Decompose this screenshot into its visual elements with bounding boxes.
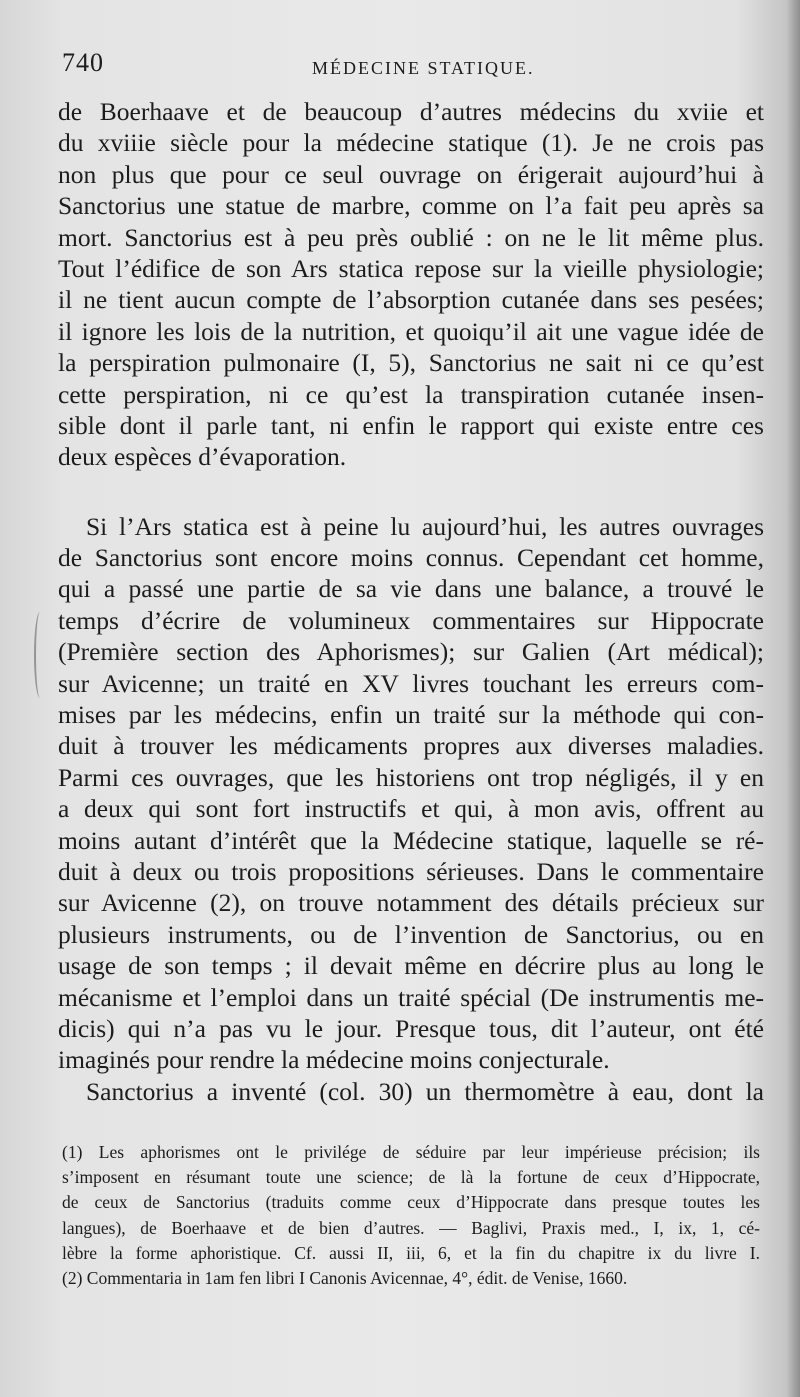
- text-line: mort. Sanctorius est à peu près oublié : on ne le lit même plus.: [58, 222, 764, 252]
- page-header: [58, 48, 758, 88]
- margin-pencil-mark: [34, 612, 46, 698]
- paragraph-2: [58, 511, 764, 1076]
- text-line: moins autant d’intérêt que la Médecine statique, laquelle se ré-: [58, 825, 764, 855]
- footnote-line: (2) Commentaria in 1am fen libri I Canonis Avicennae, 4°, édit. de Venise, 1660.: [62, 1267, 628, 1288]
- text-line: du xviiie siècle pour la médecine statique (1). Je ne crois pas: [58, 128, 764, 158]
- page-number: 740: [62, 48, 104, 77]
- text-line: sur Avicenne; un traité en XV livres touchant les erreurs com-: [58, 668, 764, 698]
- text-line: (Première section des Aphorismes); sur Galien (Art médical);: [58, 637, 764, 667]
- footnotes: [62, 1140, 760, 1291]
- text-line: la perspiration pulmonaire (I, 5), Sanctorius ne sait ni ce qu’est: [58, 348, 764, 378]
- footnote-line: langues), de Boerhaave et de bien d’autres. — Baglivi, Praxis med., I, ix, 1, cé-: [62, 1217, 760, 1238]
- text-line: Si l’Ars statica est à peine lu aujourd’hui, les autres ouvrages: [86, 511, 764, 541]
- text-line: qui a passé une partie de sa vie dans une balance, a trouvé le: [58, 574, 764, 604]
- text-line: sible dont il parle tant, ni enfin le rapport qui existe entre ces: [58, 410, 764, 440]
- footnote-line: (1) Les aphorismes ont le privilége de séduire par leur impérieuse précision; ils: [62, 1142, 760, 1162]
- text-line: Sanctorius une statue de marbre, comme on l’a fait peu après sa: [58, 191, 764, 221]
- text-line: duit à trouver les médicaments propres aux diverses maladies.: [58, 731, 764, 761]
- book-spine-shadow: [786, 0, 800, 1397]
- text-line: cette perspiration, ni ce qu’est la transpiration cutanée insen-: [58, 379, 764, 409]
- text-line: Tout l’édifice de son Ars statica repose sur la vieille physiologie;: [58, 253, 764, 283]
- text-line: Sanctorius a inventé (col. 30) un thermomètre à eau, dont la: [86, 1076, 764, 1106]
- running-title: MÉDECINE STATIQUE.: [312, 58, 535, 78]
- footnote-line: lèbre la forme aphoristique. Cf. aussi II, iii, 6, et la fin du chapitre ix du livre I.: [62, 1242, 760, 1263]
- paragraph-gap: [58, 473, 764, 511]
- paragraph-3: [58, 1076, 764, 1107]
- text-line: de Boerhaave et de beaucoup d’autres médecins du xviie et: [58, 97, 764, 126]
- text-line: deux espèces d’évaporation.: [58, 442, 347, 472]
- footnote-line: de ceux de Sanctorius (traduits comme ceux d’Hippocrate dans presque toutes les: [62, 1192, 760, 1213]
- paragraph-1: [58, 96, 764, 473]
- text-line: Parmi ces ouvrages, que les historiens ont trop négligés, il y en: [58, 762, 764, 792]
- text-line: temps d’écrire de volumineux commentaires sur Hippocrate: [58, 605, 764, 635]
- text-line: mises par les médecins, enfin un traité sur la méthode qui con-: [58, 700, 764, 730]
- text-line: mécanisme et l’emploi dans un traité spécial (De instrumentis me-: [58, 982, 764, 1012]
- text-line: usage de son temps ; il devait même en décrire plus au long le: [58, 951, 764, 981]
- text-line: de Sanctorius sont encore moins connus. Cependant cet homme,: [58, 543, 764, 573]
- text-line: imaginés pour rendre la médecine moins conjecturale.: [58, 1045, 610, 1075]
- text-line: duit à deux ou trois propositions sérieuses. Dans le commentaire: [58, 856, 764, 886]
- text-line: plusieurs instruments, ou de l’invention de Sanctorius, ou en: [58, 919, 764, 949]
- text-line: a deux qui sont fort instructifs et qui, à mon avis, offrent au: [58, 794, 764, 824]
- text-line: il ignore les lois de la nutrition, et quoiqu’il ait une vague idée de: [58, 316, 764, 346]
- text-line: dicis) qui n’a pas vu le jour. Presque tous, dit l’auteur, ont été: [58, 1013, 764, 1043]
- body-text: [58, 96, 764, 1107]
- text-line: non plus que pour ce seul ouvrage on érigerait aujourd’hui à: [58, 159, 764, 189]
- footnote-line: s’imposent en résumant toute une science; de là la fortune de ceux d’Hippocrate,: [62, 1167, 760, 1188]
- text-line: sur Avicenne (2), on trouve notamment des détails précieux sur: [58, 888, 764, 918]
- text-line: il ne tient aucun compte de l’absorption cutanée dans ses pesées;: [58, 285, 764, 315]
